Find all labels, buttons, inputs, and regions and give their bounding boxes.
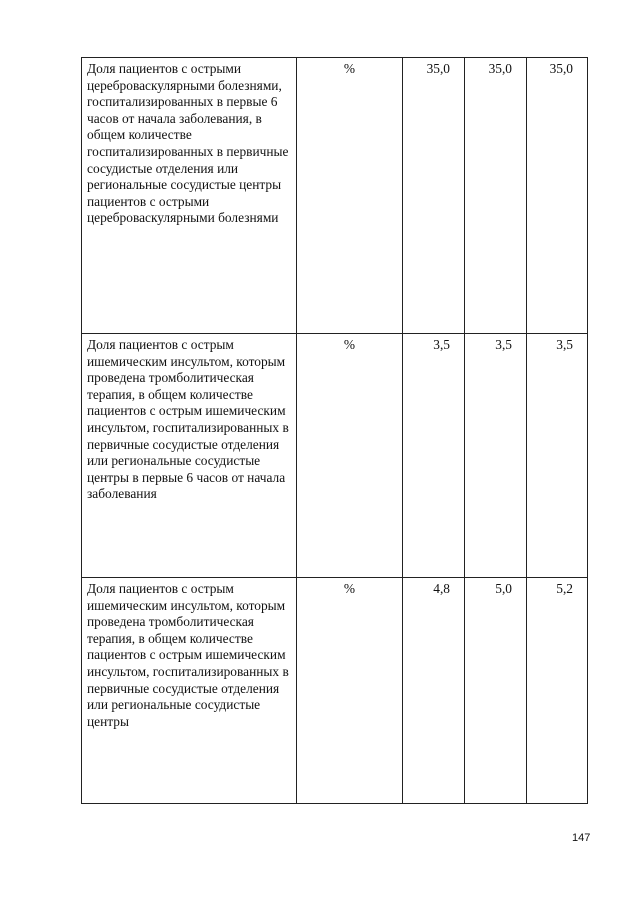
indicator-unit: % [297,334,403,578]
table-row [82,334,588,578]
indicator-value-1: 4,8 [403,578,465,804]
indicator-name: Доля пациентов с острым ишемическим инсультом, которым проведена тромболитическая терапия, в общем количестве пациентов с острым ишемическим инсультом, госпитализированных в первичные сосудистые отделения или региональные сосудистые центры в первые 6 часов от начала заболевания [82,334,297,578]
indicator-value-2: 3,5 [465,334,527,578]
indicator-unit: % [297,58,403,334]
table-row [82,58,588,334]
indicator-name: Доля пациентов с острыми цереброваскулярными болезнями, госпитализированных в первые 6 часов от начала заболевания, в общем количестве госпитализированных в первичные сосудистые отделения или региональные сосудистые центры пациентов с острыми цереброваскулярными болезнями [82,58,297,334]
indicator-value-2: 5,0 [465,578,527,804]
indicator-name: Доля пациентов с острым ишемическим инсультом, которым проведена тромболитическая терапия, в общем количестве пациентов с острым ишемическим инсультом, госпитализированных в первичные сосудистые отделения или региональные сосудистые центры [82,578,297,804]
indicator-value-1: 3,5 [403,334,465,578]
indicator-value-2: 35,0 [465,58,527,334]
table-row [82,578,588,804]
indicator-unit: % [297,578,403,804]
indicator-value-3: 35,0 [527,58,588,334]
indicator-value-3: 5,2 [527,578,588,804]
page-number: 147 [572,832,591,844]
indicator-value-1: 35,0 [403,58,465,334]
indicators-table [81,57,588,804]
indicator-value-3: 3,5 [527,334,588,578]
